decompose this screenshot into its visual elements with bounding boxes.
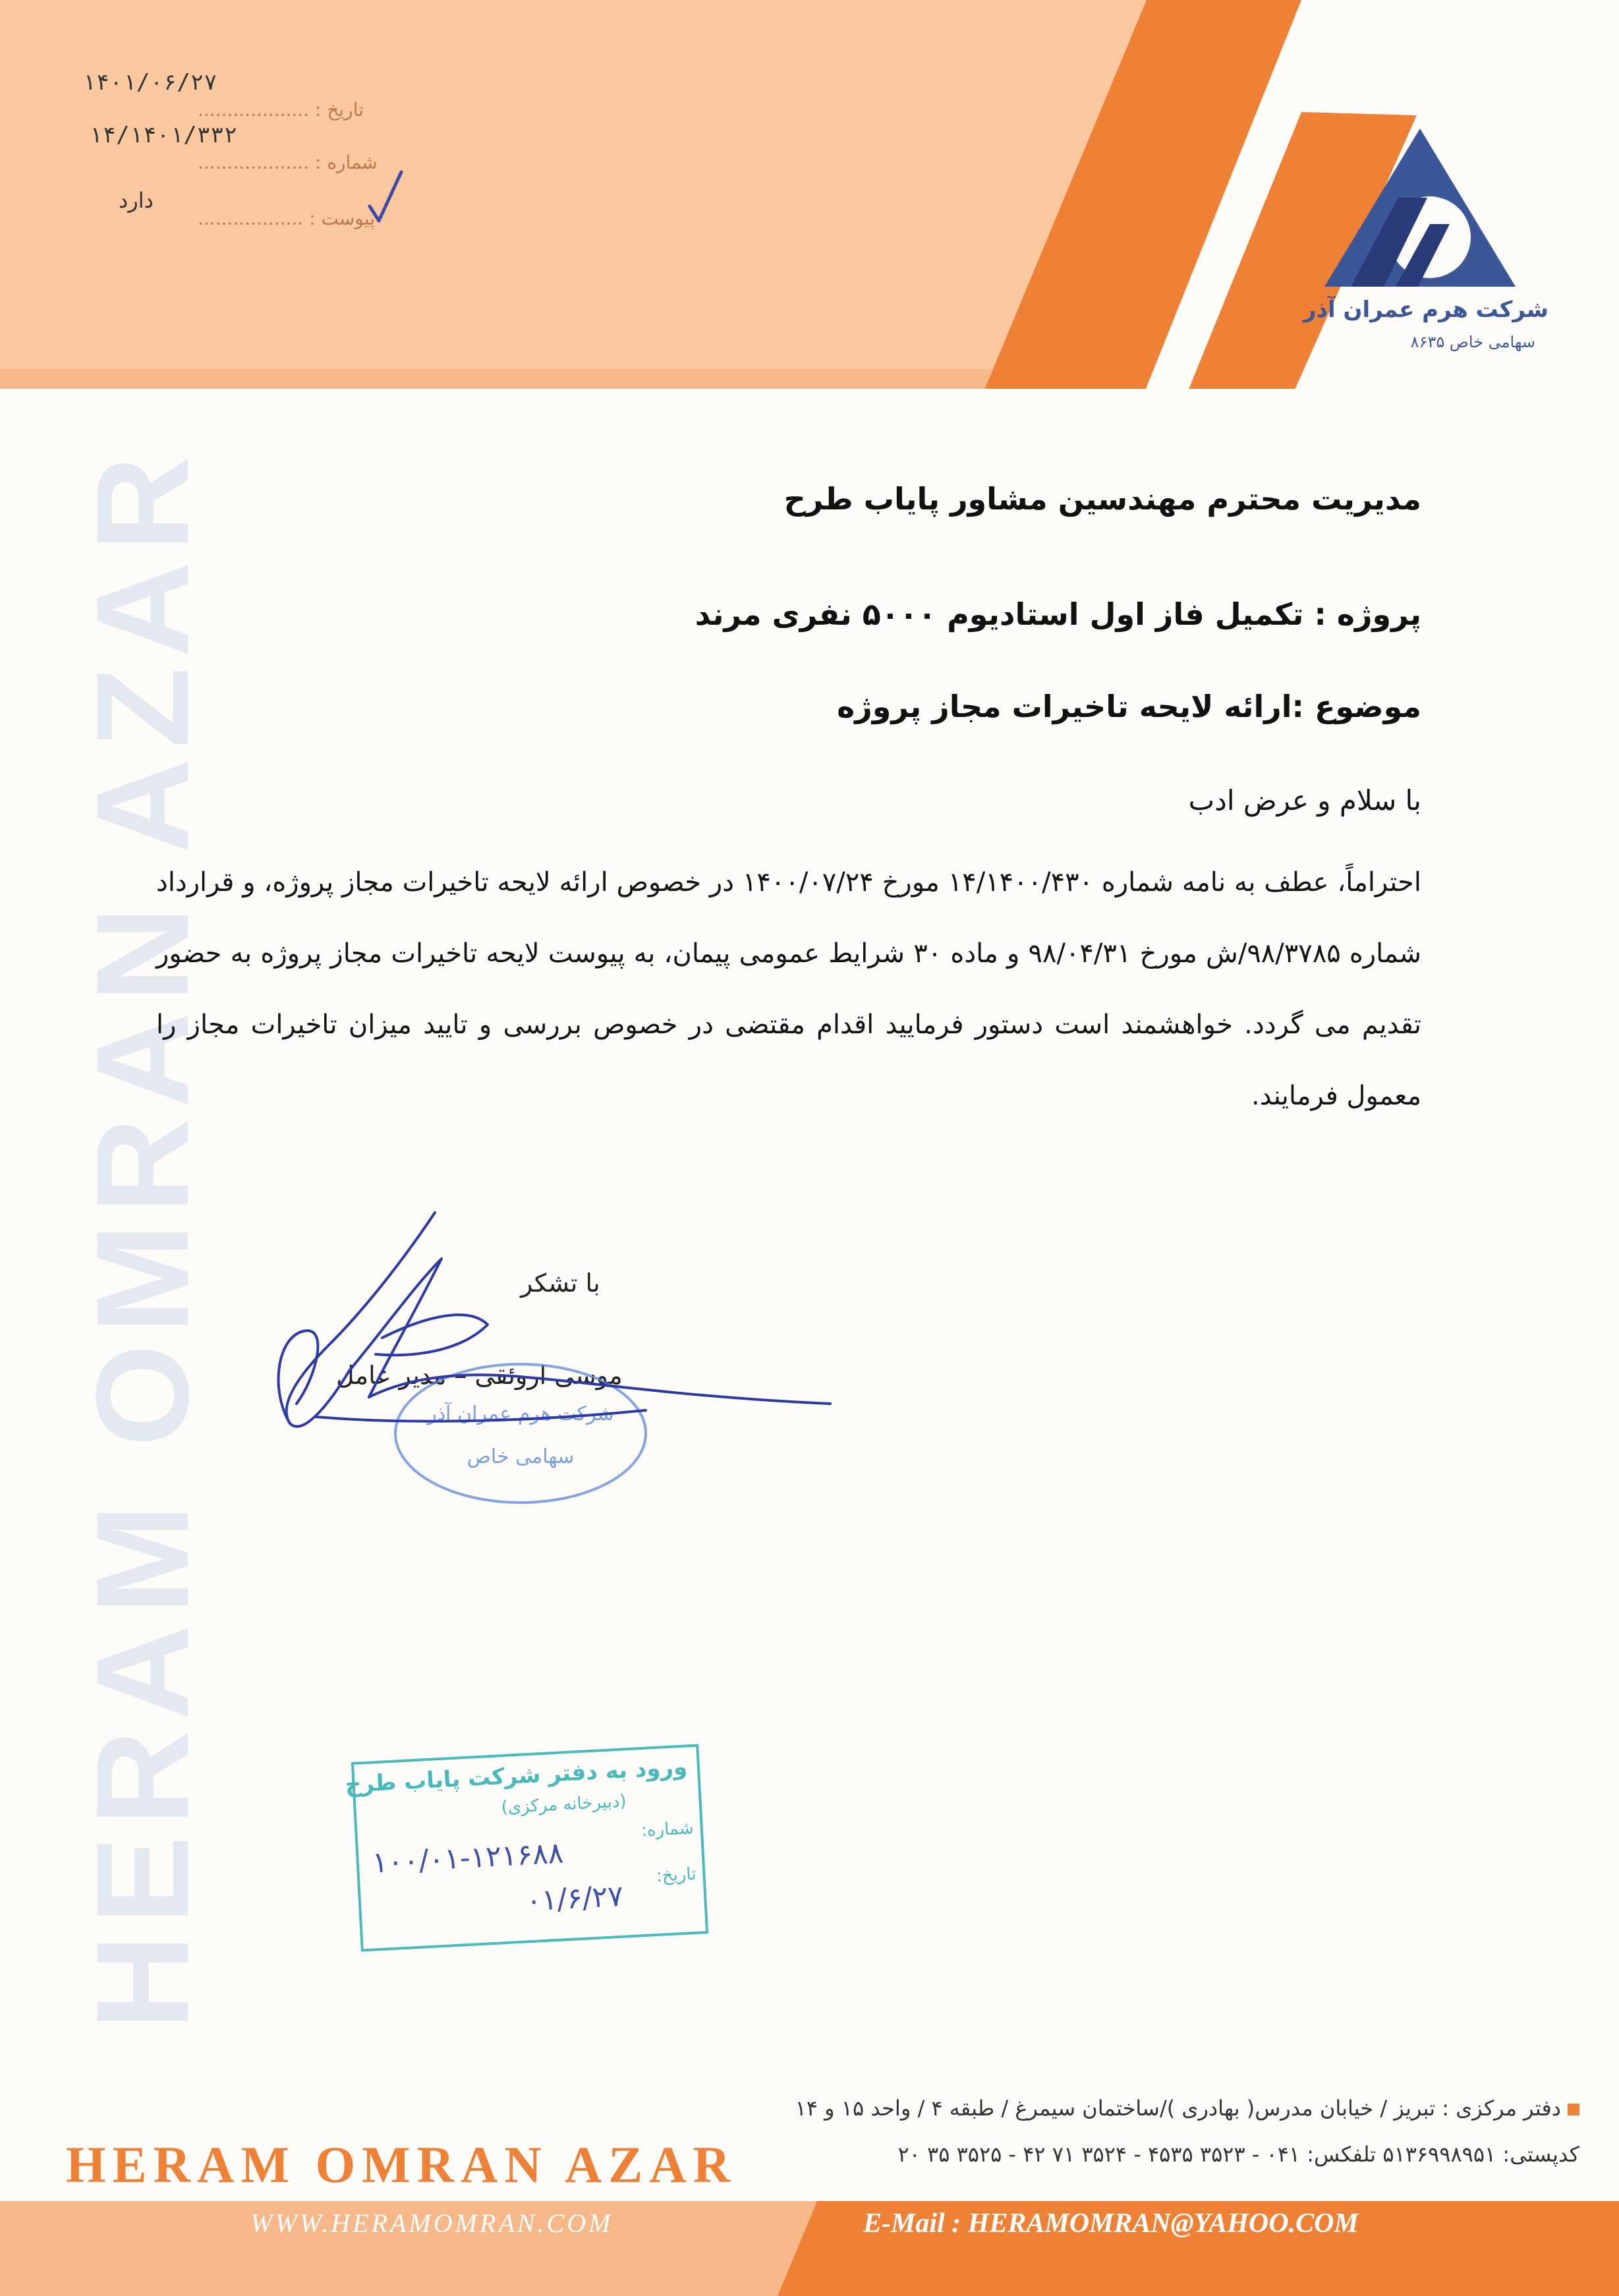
company-logo-icon [1318,125,1522,290]
signer-name: موسی اروئقی – مدیر عامل [336,1361,623,1390]
receipt-stamp-title: ورود به دفتر شرکت پایاب طرح [344,1754,688,1798]
company-seal-line1: شرکت هرم عمران آذر [427,1402,614,1425]
footer-address-text: دفتر مرکزی : تبریز / خیابان مدرس( بهادری )/ساختمان سیمرغ / طبقه ۴ / واحد ۱۵ و ۱۴ [795,2096,1561,2121]
receipt-stamp-subtitle: (دبیرخانه مرکزی) [500,1791,627,1818]
sign-off: با تشکر [521,1269,600,1298]
signature-icon [250,1206,843,1456]
bullet-icon [1568,2104,1579,2115]
footer-email-link[interactable]: E-Mail : HERAMOMRAN@YAHOO.COM [863,2208,1359,2239]
footer-address [690,2096,1579,2121]
receipt-stamp-number-label: شماره: [640,1818,695,1841]
watermark-text: HERAM OMRAN AZAR [69,445,216,2030]
attachment-label: پیوست : .................. [198,208,376,229]
company-registration: سهامی خاص ۸۶۳۵ [1410,333,1535,351]
date-value: ۱۴۰۱/۰۶/۲۷ [82,69,217,96]
company-seal-line2: سهامی خاص [467,1445,575,1468]
checkmark-icon [366,168,405,227]
body-paragraph: احتراماً، عطف به نامه شماره ۱۴/۱۴۰۰/۴۳۰ مورخ ۱۴۰۰/۰۷/۲۴ در خصوص ارائه لایحه تاخیرات مجاز پروژه، و قرارداد شماره ۹۸/۳۷۸۵/ش مورخ ۹۸/۰۴/۳۱ و ماده ۳۰ شرایط عمومی پیمان، به پیوست لایحه تاخیرات مجاز پروژه به حضور تقدیم می گردد. خواهشمند است دستور فرمایید اقدام مقتضی در خصوص بررسی و تایید میزان تاخیرات مجاز را معمول فرمایند. [156,867,1422,1111]
receipt-stamp-icon [344,1744,708,1951]
footer-contact: کدپستی: ۵۱۳۶۹۹۸۹۵۱ تلفکس: ۰۴۱ - ۳۵۲۳ ۴۵۳۵ - ۳۵۲۴ ۷۱ ۴۲ - ۳۵۲۵ ۳۵ ۲۰ [897,2142,1579,2167]
receipt-stamp-number-value: ۱۰۰/۰۱-۱۲۱۶۸۸ [371,1836,565,1880]
footer-website-link[interactable]: WWW.HERAMOMRAN.COM [250,2208,613,2238]
footer-brand: HERAM OMRAN AZAR [66,2136,737,2193]
attachment-value: دارد [119,188,154,213]
receipt-stamp-date-value: ۰۱/۶/۲۷ [525,1879,625,1918]
recipient: مدیریت محترم مهندسین مشاور پایاب طرح [783,481,1421,517]
receipt-stamp-date-label: تاریخ: [656,1864,697,1886]
company-name: شرکت هرم عمران آذر [1303,297,1548,323]
greeting: با سلام و عرض ادب [1188,784,1421,817]
project-line: پروژه : تکمیل فاز اول استادیوم ۵۰۰۰ نفری مرند [695,596,1421,632]
date-label: تاریخ : ................... [198,99,364,121]
footer-bar [0,2201,1619,2296]
number-value: ۱۴/۱۴۰۱/۳۳۲ [89,122,238,148]
number-label: شماره : ................... [198,152,378,173]
subject-line: موضوع :ارائه لایحه تاخیرات مجاز پروژه [837,689,1421,724]
